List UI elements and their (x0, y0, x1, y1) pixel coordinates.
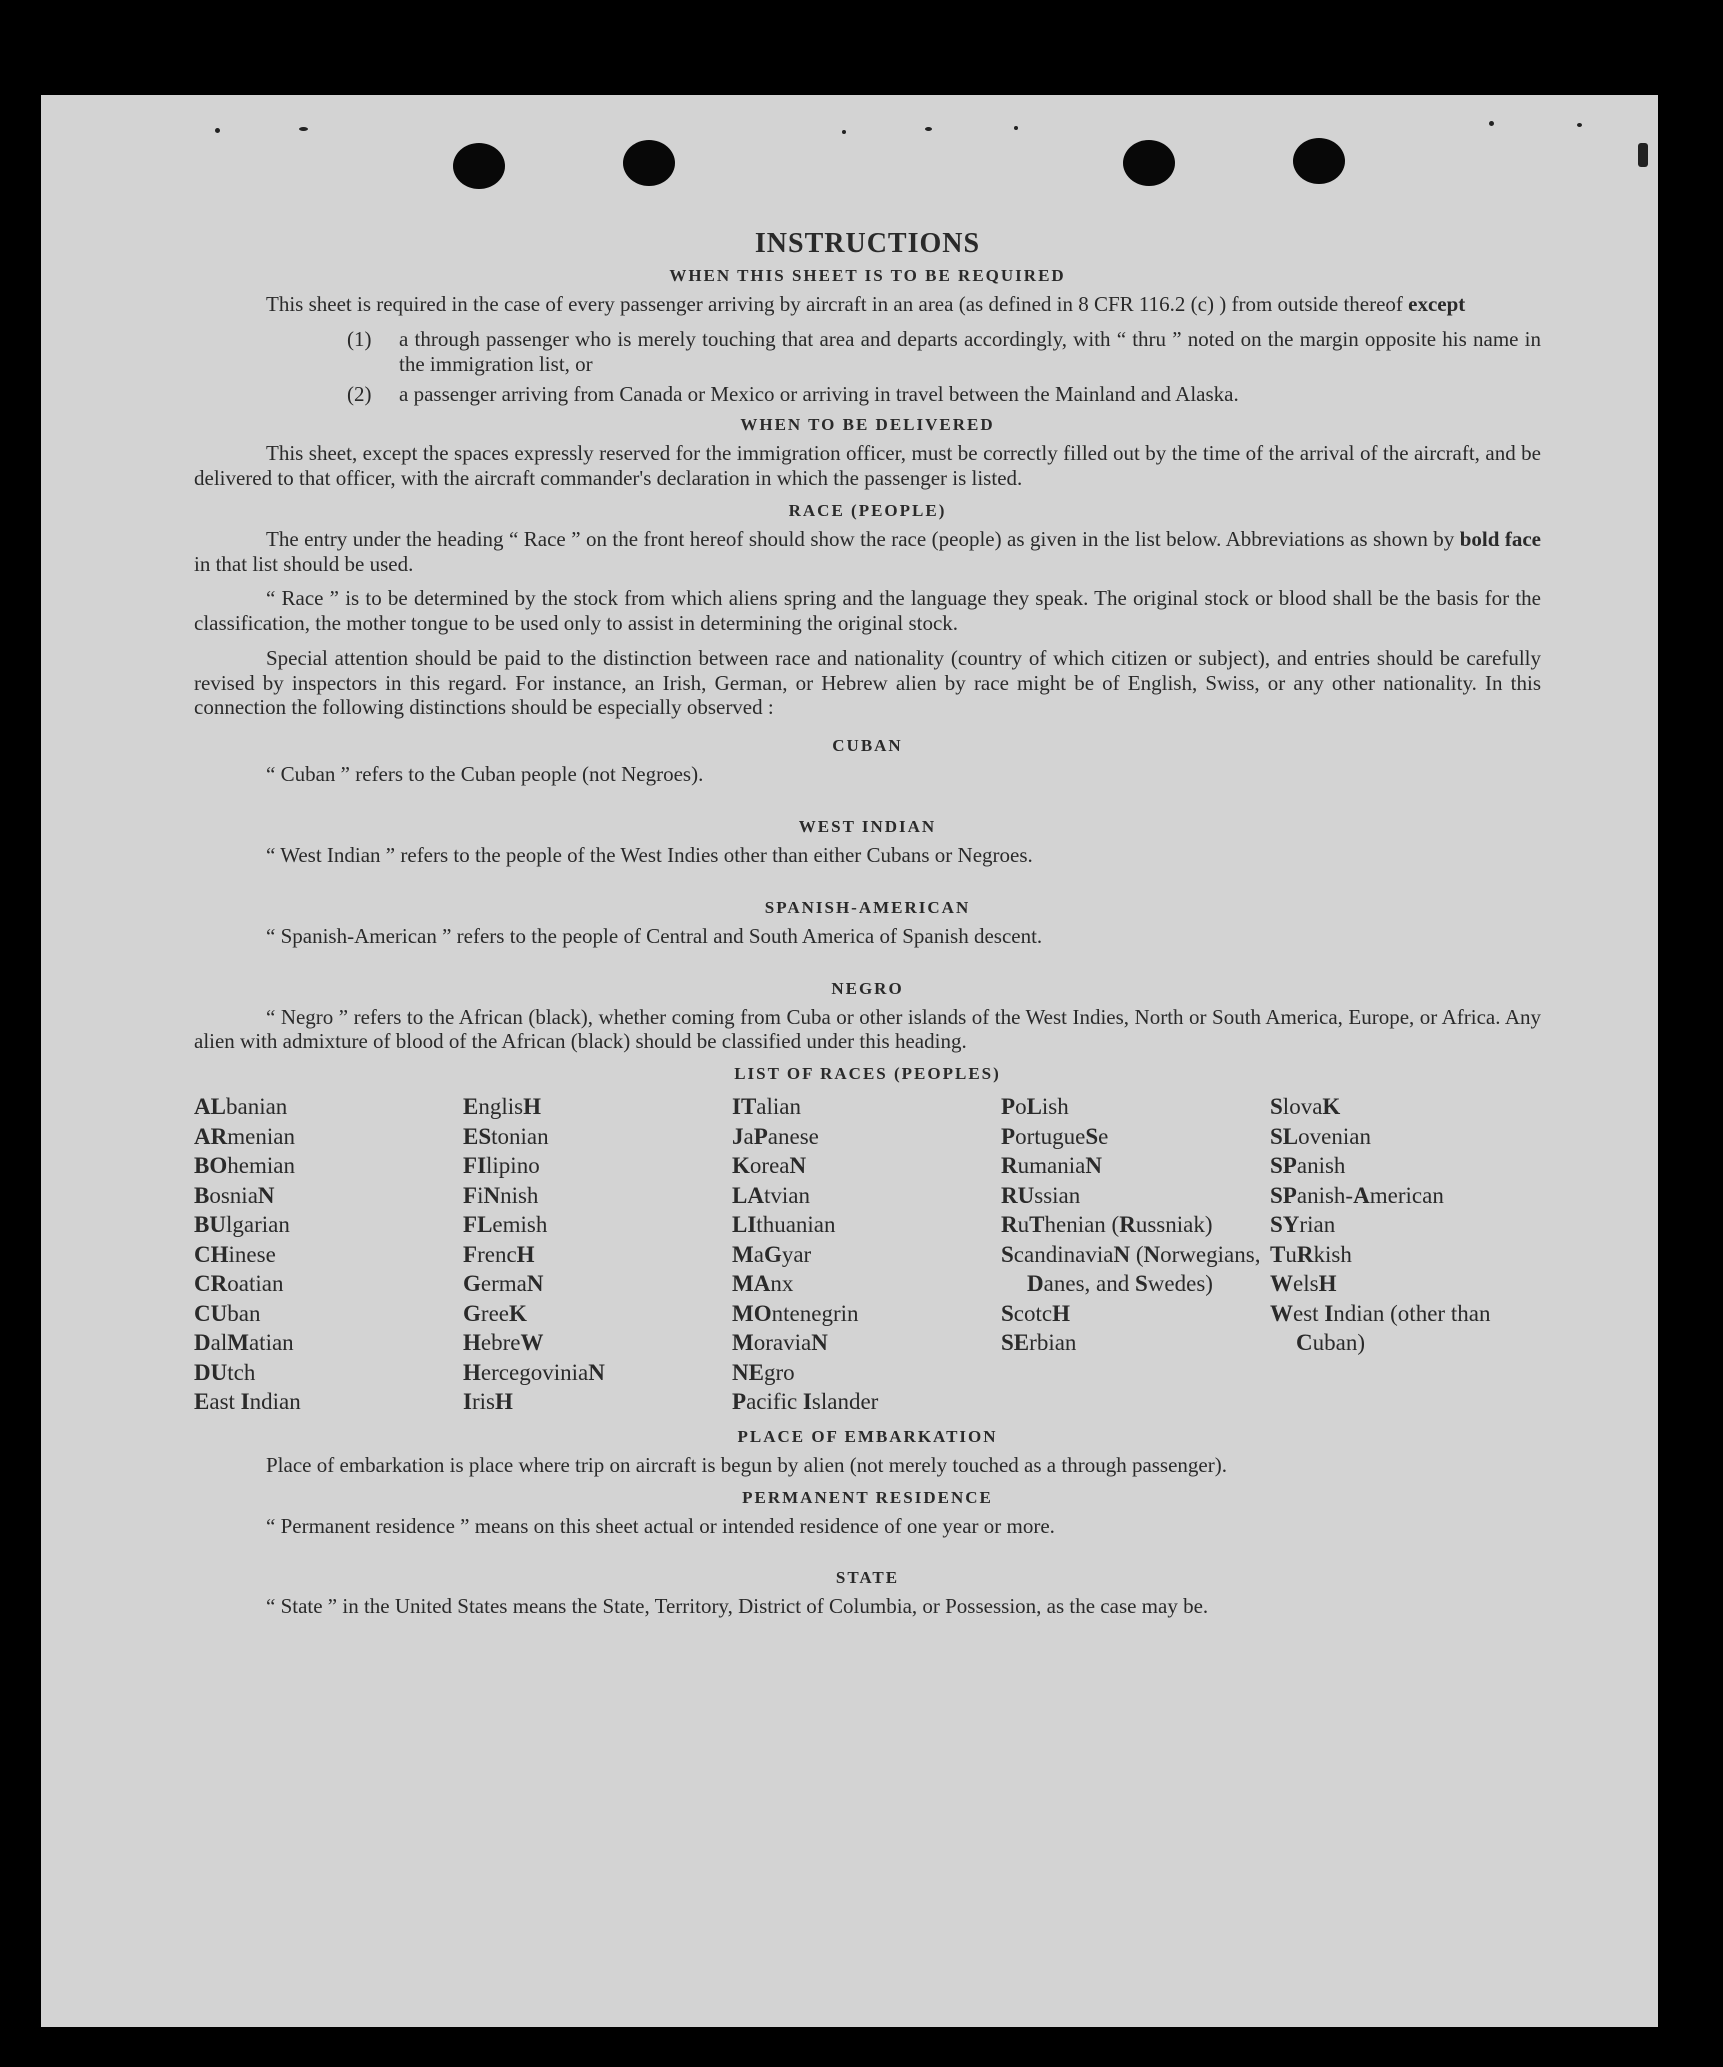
race-list (194, 1092, 1541, 1417)
race-entry: BUlgarian (194, 1212, 290, 1238)
race-entry: ITalian (732, 1094, 802, 1120)
race-entry: SPanish-American (1270, 1182, 1444, 1208)
paragraph-state: “ State ” in the United States means the State, Territory, District of Columbia, or Possession, as the case may be. (266, 1594, 1209, 1619)
race-entry: NEgro (732, 1359, 795, 1385)
race-column (732, 1092, 1001, 1417)
heading-permanent-residence: PERMANENT RESIDENCE (742, 1487, 993, 1507)
race-entry: MoraviaN (732, 1330, 828, 1356)
punch-hole-1 (453, 143, 505, 189)
punch-hole-4 (1293, 138, 1345, 184)
dust-speck (1489, 121, 1494, 126)
paragraph-race-1 (194, 527, 1541, 577)
paragraph-race-1-bold: bold face (1459, 526, 1541, 551)
race-entry: West Indian (other than Cuban) (1270, 1300, 1491, 1356)
race-entry: DUtch (194, 1359, 256, 1385)
race-entry: ARmenian (194, 1123, 295, 1149)
paragraph-required-bold: except (1408, 292, 1466, 317)
dust-speck (1577, 123, 1582, 127)
heading-delivered: WHEN TO BE DELIVERED (740, 415, 995, 435)
race-entry: CUban (194, 1300, 261, 1326)
paragraph-embarkation: Place of embarkation is place where trip on aircraft is begun by alien (not merely touched as a through passenger). (266, 1452, 1227, 1477)
paragraph-cuban: “ Cuban ” refers to the Cuban people (not Negroes). (266, 762, 704, 787)
race-entry: HebreW (463, 1330, 544, 1356)
race-entry: MAnx (732, 1271, 794, 1297)
race-entry: PoLish (1001, 1094, 1069, 1120)
paragraph-race-1-text: The entry under the heading “ Race ” on the front hereof should show the race (people) as given in the list below. Abbreviations as shown by (266, 526, 1460, 551)
page-title: INSTRUCTIONS (754, 228, 981, 259)
race-entry: RuThenian (Russniak) (1001, 1212, 1213, 1238)
heading-cuban: CUBAN (832, 736, 903, 756)
race-entry: SPanish (1270, 1153, 1346, 1179)
race-entry: SYrian (1270, 1212, 1336, 1238)
heading-race: RACE (PEOPLE) (788, 500, 947, 520)
instructions-content (194, 227, 1541, 1629)
race-entry: LIthuanian (732, 1212, 836, 1238)
punch-hole-3 (1123, 140, 1175, 186)
race-entry: KoreaN (732, 1153, 807, 1179)
paragraph-required-text: This sheet is required in the case of every passenger arriving by aircraft in an area (as defined in 8 CFR 116.2 (c) ) from outside thereof (266, 292, 1409, 317)
race-entry: MaGyar (732, 1241, 812, 1267)
paragraph-race-3: Special attention should be paid to the distinction between race and nationality (country of which citizen or subject), and entries should be carefully revised by inspectors in this regard. For instance, an Irish, German, or Hebrew alien by race might be of English, Swiss, or any other nationality. In this connection the following distinctions should be especially observed : (194, 645, 1541, 720)
heading-embarkation: PLACE OF EMBARKATION (737, 1426, 998, 1446)
race-entry: RumaniaN (1001, 1153, 1102, 1179)
race-entry: East Indian (194, 1389, 301, 1415)
race-entry: RUssian (1001, 1182, 1081, 1208)
race-entry: SErbian (1001, 1330, 1077, 1356)
race-entry: FrencH (463, 1241, 535, 1267)
document-sheet (41, 95, 1658, 2027)
heading-state: STATE (835, 1568, 900, 1588)
punch-hole-2 (623, 140, 675, 186)
race-entry: Pacific Islander (732, 1389, 879, 1415)
race-entry: WelsH (1270, 1271, 1337, 1297)
race-entry: GreeK (463, 1300, 527, 1326)
heading-list-of-races: LIST OF RACES (PEOPLES) (734, 1064, 1001, 1084)
race-entry: ScandinaviaN (Norwegians, Danes, and Swedes) (1001, 1241, 1261, 1297)
dust-speck (1014, 126, 1018, 130)
race-entry: DalMatian (194, 1330, 294, 1356)
race-entry: JaPanese (732, 1123, 819, 1149)
race-entry: ALbanian (194, 1094, 288, 1120)
paragraph-race-1-end: in that list should be used. (194, 551, 414, 576)
list-item-text: a through passenger who is merely touching that area and departs accordingly, with “ thru ” noted on the margin opposite his name in the immigration list, or (399, 326, 1541, 376)
race-column (1270, 1092, 1539, 1417)
paragraph-west-indian: “ West Indian ” refers to the people of the West Indies other than either Cubans or Negroes. (266, 842, 1033, 867)
dust-speck (215, 128, 220, 133)
paragraph-spanish-american: “ Spanish-American ” refers to the people of Central and South America of Spanish descent. (266, 923, 1043, 948)
list-item (347, 382, 1541, 407)
dust-speck (1638, 143, 1648, 167)
race-entry: CRoatian (194, 1271, 284, 1297)
paragraph-negro: “ Negro ” refers to the African (black), whether coming from Cuba or other islands of the West Indies, North or South America, Europe, or Africa. Any alien with admixture of blood of the African (black) should be classified under this heading. (194, 1004, 1541, 1054)
race-entry: GermaN (463, 1271, 544, 1297)
race-entry: LAtvian (732, 1182, 810, 1208)
race-entry: SlovaK (1270, 1094, 1341, 1120)
race-column (1001, 1092, 1270, 1417)
dust-speck (299, 127, 308, 131)
race-entry: IrisH (463, 1389, 513, 1415)
race-entry: PortugueSe (1001, 1123, 1109, 1149)
race-entry: MOntenegrin (732, 1300, 859, 1326)
dust-speck (842, 130, 846, 134)
list-item-number: (1) (347, 326, 372, 351)
heading-negro: NEGRO (831, 978, 904, 998)
dust-speck (925, 127, 932, 131)
race-column (194, 1092, 463, 1417)
race-entry: ScotcH (1001, 1300, 1071, 1326)
exception-list (194, 327, 1541, 407)
paragraph-required (194, 292, 1541, 317)
race-entry: FIlipino (463, 1153, 540, 1179)
race-column (463, 1092, 732, 1417)
race-entry: SLovenian (1270, 1123, 1371, 1149)
paragraph-race-2: “ Race ” is to be determined by the stock from which aliens spring and the language they speak. The original stock or blood shall be the basis for the classification, the mother tongue to be used only to assist in determining the original stock. (194, 586, 1541, 636)
race-entry: BOhemian (194, 1153, 295, 1179)
race-entry: BosniaN (194, 1182, 275, 1208)
race-entry: EStonian (463, 1123, 549, 1149)
heading-required: WHEN THIS SHEET IS TO BE REQUIRED (669, 266, 1066, 286)
list-item-text: a passenger arriving from Canada or Mexico or arriving in travel between the Mainland and Alaska. (399, 382, 1239, 407)
race-entry: EnglisH (463, 1094, 541, 1120)
race-entry: CHinese (194, 1241, 276, 1267)
race-entry: HercegoviniaN (463, 1359, 605, 1385)
paragraph-permanent-residence: “ Permanent residence ” means on this sheet actual or intended residence of one year or more. (266, 1513, 1055, 1538)
heading-west-indian: WEST INDIAN (798, 816, 937, 836)
race-entry: TuRkish (1270, 1241, 1352, 1267)
list-item (347, 327, 1541, 377)
list-item-number: (2) (347, 382, 372, 407)
race-entry: FLemish (463, 1212, 548, 1238)
heading-spanish-american: SPANISH-AMERICAN (764, 897, 971, 917)
race-entry: FiNnish (463, 1182, 539, 1208)
paragraph-delivered: This sheet, except the spaces expressly reserved for the immigration officer, must be correctly filled out by the time of the arrival of the aircraft, and be delivered to that officer, with the aircraft commander's declaration in which the passenger is listed. (194, 441, 1541, 490)
